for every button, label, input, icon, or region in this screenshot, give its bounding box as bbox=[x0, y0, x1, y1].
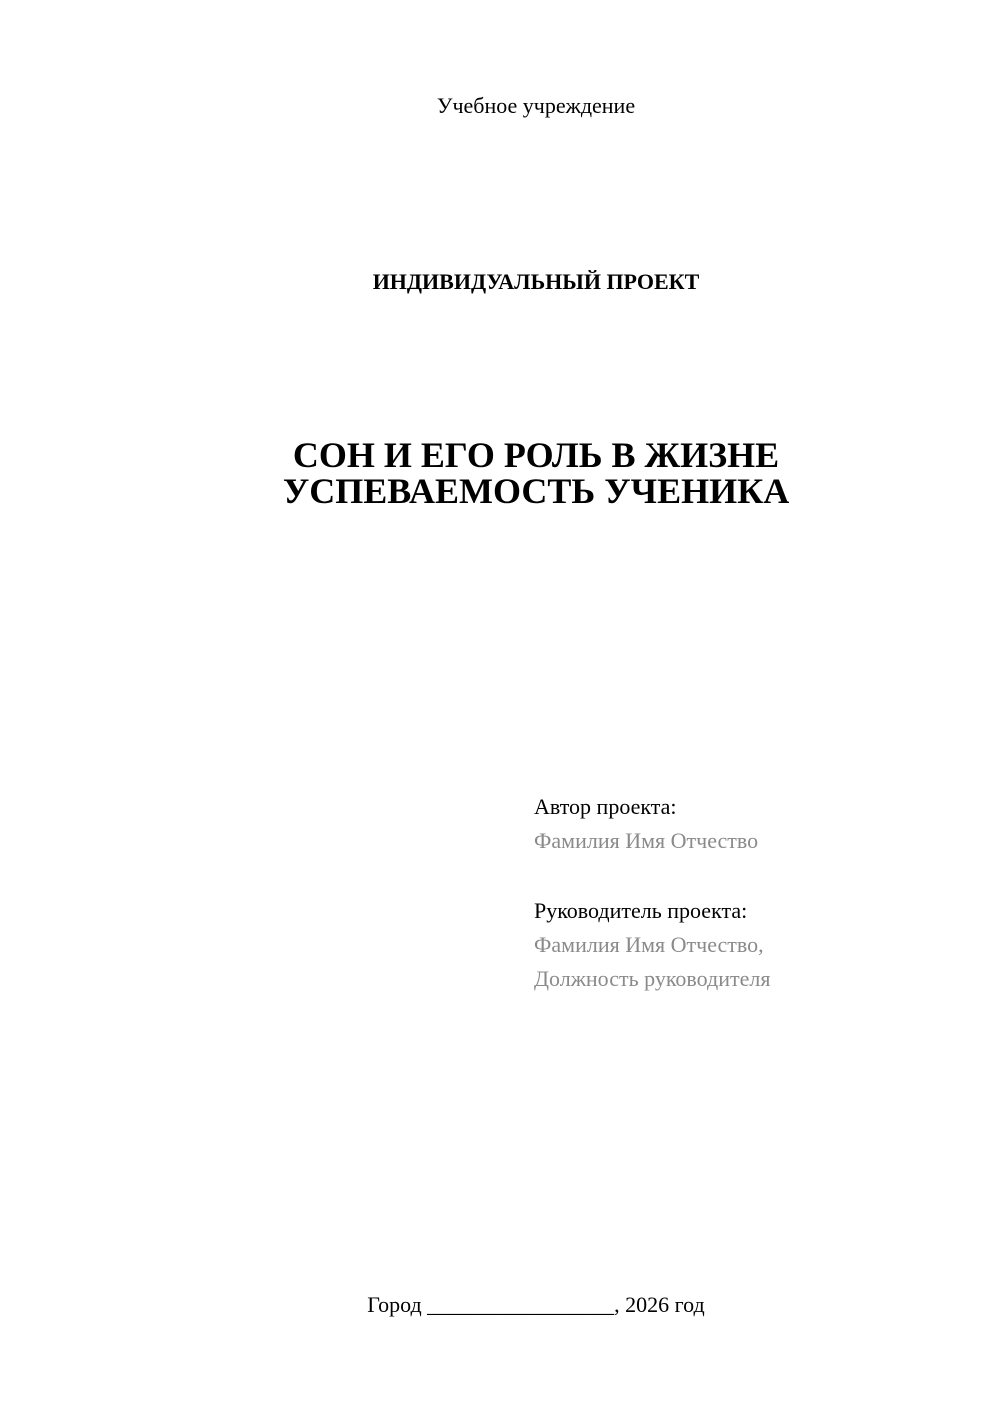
city-year-line: Город _________________, 2026 год bbox=[367, 1292, 705, 1317]
institution-name: Учебное учреждение bbox=[436, 93, 636, 118]
document-type: ИНДИВИДУАЛЬНЫЙ ПРОЕКТ bbox=[372, 269, 700, 294]
supervisor-label: Руководитель проекта: bbox=[534, 898, 748, 923]
project-title-line-2: УСПЕВАЕМОСТЬ УЧЕНИКА bbox=[282, 471, 790, 511]
info-spacer bbox=[534, 858, 770, 894]
project-title bbox=[0, 437, 1000, 509]
supervisor-name: Фамилия Имя Отчество, bbox=[534, 932, 764, 957]
project-title-line-1: СОН И ЕГО РОЛЬ В ЖИЗНЕ bbox=[292, 435, 780, 475]
author-name: Фамилия Имя Отчество bbox=[534, 828, 759, 853]
author-label: Автор проекта: bbox=[534, 794, 677, 819]
project-info-block bbox=[534, 790, 770, 996]
supervisor-position: Должность руководителя bbox=[534, 966, 771, 991]
